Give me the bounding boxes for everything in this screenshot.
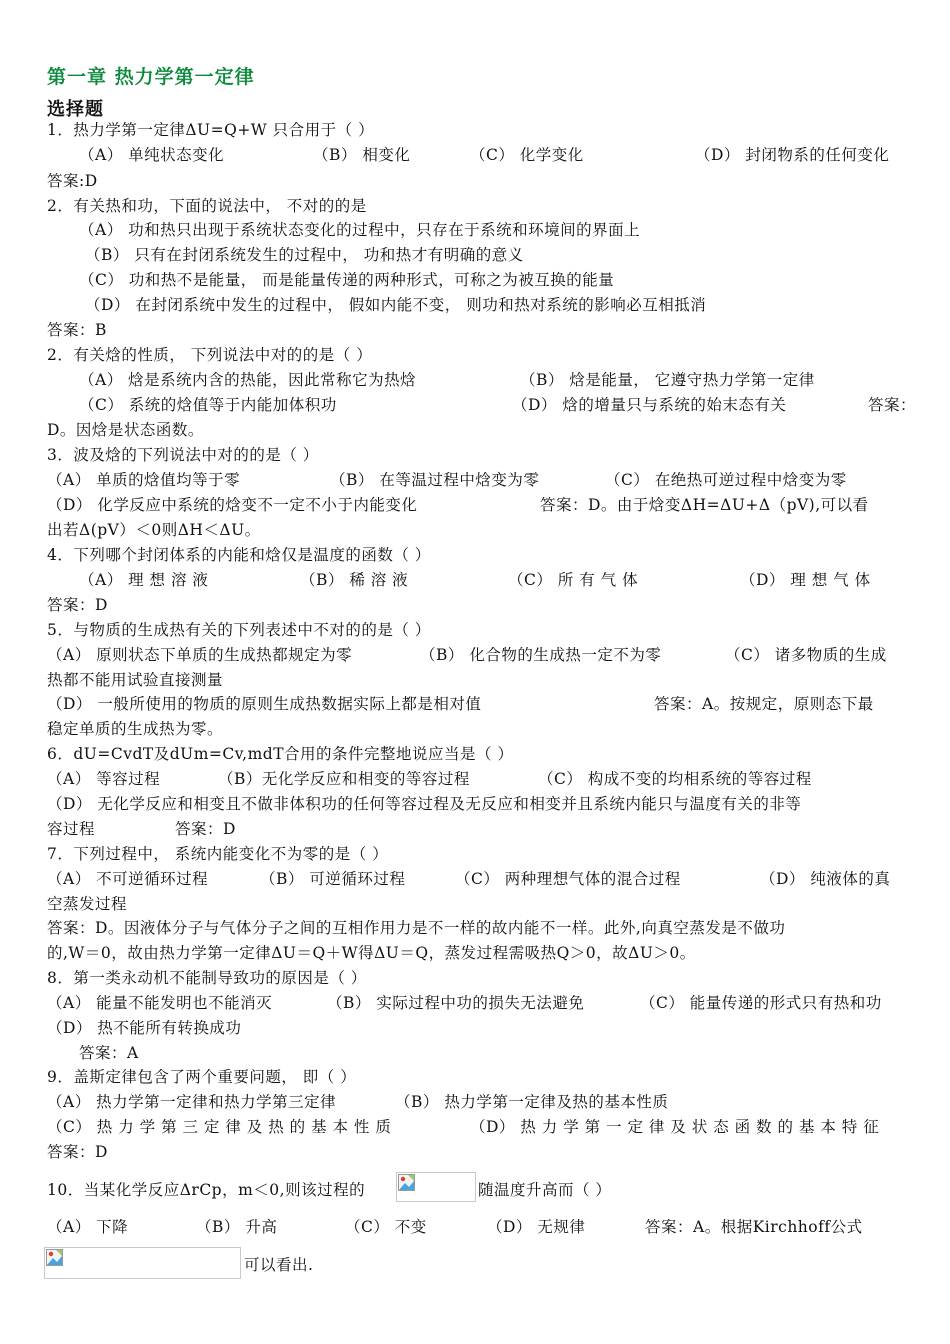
text-line: （A） 等容过程: [47, 770, 161, 788]
text-line: （A） 下降: [47, 1218, 129, 1236]
text-line: （B） 只有在封闭系统发生的过程中， 功和热才有明确的意义: [85, 246, 524, 264]
text-line: （A） 单质的焓值均等于零: [47, 471, 241, 489]
text-line: 答案：D。因液体分子与气体分子之间的互相作用力是不一样的故内能不一样。此外,向真空蒸发是不做功: [47, 919, 786, 937]
text-line: （C） 诸多物质的生成: [725, 646, 887, 664]
text-line: 答案：A: [79, 1044, 139, 1062]
text-line: 容过程: [47, 820, 96, 838]
text-line: （D） 化学反应中系统的焓变不一定不小于内能变化: [47, 496, 418, 514]
text-line: （C） 两种理想气体的混合过程: [455, 870, 681, 888]
text-line: （B） 升高: [196, 1218, 278, 1236]
text-line: 空蒸发过程: [47, 895, 128, 913]
text-line: （B） 稀 溶 液: [300, 571, 409, 589]
text-line: 答案：D。由于焓变ΔH=ΔU+Δ（pV),可以看: [540, 496, 869, 514]
text-line: （C） 不变: [345, 1218, 427, 1236]
text-line: 答案：D: [47, 596, 108, 614]
text-line: （B） 实际过程中功的损失无法避免: [327, 994, 585, 1012]
text-line: 9．盖斯定律包含了两个重要问题， 即（ ）: [47, 1068, 357, 1086]
text-line: （A） 不可逆循环过程: [47, 870, 209, 888]
text-line: （A） 理 想 溶 液: [79, 571, 209, 589]
text-line: 2．有关热和功，下面的说法中， 不对的的是: [47, 197, 367, 215]
text-line: （B） 可逆循环过程: [260, 870, 406, 888]
text-line: （C） 构成不变的均相系统的等容过程: [538, 770, 812, 788]
text-line: （C） 在绝热可逆过程中焓变为零: [605, 471, 847, 489]
text-line: （B） 焓是能量， 它遵守热力学第一定律: [520, 371, 815, 389]
text-line: （D） 在封闭系统中发生的过程中， 假如内能不变， 则功和热对系统的影响必互相抵消: [85, 296, 707, 314]
text-line: （D） 封闭物系的任何变化: [695, 146, 890, 164]
section-title: 选择题: [47, 99, 104, 120]
text-line: 5．与物质的生成热有关的下列表述中不对的的是（ ）: [47, 621, 431, 639]
text-line: 稳定单质的生成热为零。: [47, 720, 224, 738]
text-line: 4．下列哪个封闭体系的内能和焓仅是温度的函数（ ）: [47, 546, 431, 564]
text-line: （B）无化学反应和相变的等容过程: [218, 770, 470, 788]
text-line: （C） 功和热不是能量， 而是能量传递的两种形式，可称之为被互换的能量: [79, 271, 615, 289]
text-line: 热都不能用试验直接测量: [47, 671, 224, 689]
text-line: （D） 无规律: [487, 1218, 586, 1236]
text-line: 1．热力学第一定律ΔU=Q+W 只合用于（ ）: [47, 121, 375, 139]
formula-image-kirchhoff: [44, 1247, 241, 1279]
text-line: 答案：A。按规定，原则态下最: [654, 695, 874, 713]
text-line: 10．当某化学反应ΔrCp，m＜0,则该过程的: [47, 1181, 366, 1199]
text-line: （D） 无化学反应和相变且不做非体积功的任何等容过程及无反应和相变并且系统内能只与温度有关的非等: [47, 795, 802, 813]
text-line: （A） 单纯状态变化: [79, 146, 225, 164]
text-line: （C） 热 力 学 第 三 定 律 及 热 的 基 本 性 质: [47, 1118, 392, 1136]
text-line: 6．dU=CvdT及dUm=Cv,mdT合用的条件完整地说应当是（ ）: [47, 745, 514, 763]
text-line: （B） 在等温过程中焓变为零: [330, 471, 540, 489]
text-line: （C） 所 有 气 体: [508, 571, 639, 589]
text-line: （C） 化学变化: [470, 146, 584, 164]
broken-image-icon: [398, 1174, 415, 1191]
broken-image-icon: [46, 1249, 63, 1266]
chapter-title: 第一章 热力学第一定律: [47, 66, 255, 88]
text-line: 答案：D: [47, 1143, 108, 1161]
text-line: 答案：A。根据Kirchhoff公式: [645, 1218, 863, 1236]
text-line: 答案：B: [47, 321, 107, 339]
text-line: 答案:D: [47, 172, 98, 190]
text-line: （B） 热力学第一定律及热的基本性质: [395, 1093, 669, 1111]
text-line: 可以看出.: [244, 1256, 314, 1274]
text-line: 7．下列过程中， 系统内能变化不为零的是（ ）: [47, 845, 389, 863]
text-line: D。因焓是状态函数。: [47, 421, 204, 439]
text-line: （A） 原则状态下单质的生成热都规定为零: [47, 646, 353, 664]
text-line: （C） 能量传递的形式只有热和功: [640, 994, 882, 1012]
text-line: （C） 系统的焓值等于内能加体积功: [79, 396, 337, 414]
text-line: 的,W＝0，故由热力学第一定律ΔU＝Q＋W得ΔU＝Q，蒸发过程需吸热Q＞0，故ΔU＞0。: [47, 944, 696, 962]
text-line: 2．有关焓的性质， 下列说法中对的的是（ ）: [47, 346, 373, 364]
formula-image-enthalpy: [396, 1172, 476, 1202]
text-line: （D） 热不能所有转换成功: [47, 1019, 242, 1037]
text-line: （D） 纯液体的真: [760, 870, 891, 888]
text-line: 3．波及焓的下列说法中对的的是（ ）: [47, 446, 319, 464]
text-line: （D） 理 想 气 体: [740, 571, 871, 589]
text-line: 8．第一类永动机不能制导致功的原因是（ ）: [47, 969, 367, 987]
text-line: （B） 相变化: [313, 146, 411, 164]
text-line: 随温度升高而（ ）: [478, 1181, 612, 1199]
text-line: （D） 一般所使用的物质的原则生成热数据实际上都是相对值: [47, 695, 482, 713]
text-line: （A） 热力学第一定律和热力学第三定律: [47, 1093, 337, 1111]
text-line: （D） 热 力 学 第 一 定 律 及 状 态 函 数 的 基 本 特 征: [470, 1118, 880, 1136]
text-line: （A） 能量不能发明也不能消灭: [47, 994, 273, 1012]
text-line: 答案：D: [175, 820, 236, 838]
text-line: 出若Δ(pV）＜0则ΔH＜ΔU。: [47, 521, 261, 539]
text-line: （A） 功和热只出现于系统状态变化的过程中，只存在于系统和环境间的界面上: [79, 221, 641, 239]
text-line: （A） 焓是系统内含的热能，因此常称它为热焓: [79, 371, 417, 389]
text-line: （D） 焓的增量只与系统的始末态有关: [512, 396, 787, 414]
text-line: （B） 化合物的生成热一定不为零: [420, 646, 662, 664]
text-line: 答案：: [868, 396, 917, 414]
